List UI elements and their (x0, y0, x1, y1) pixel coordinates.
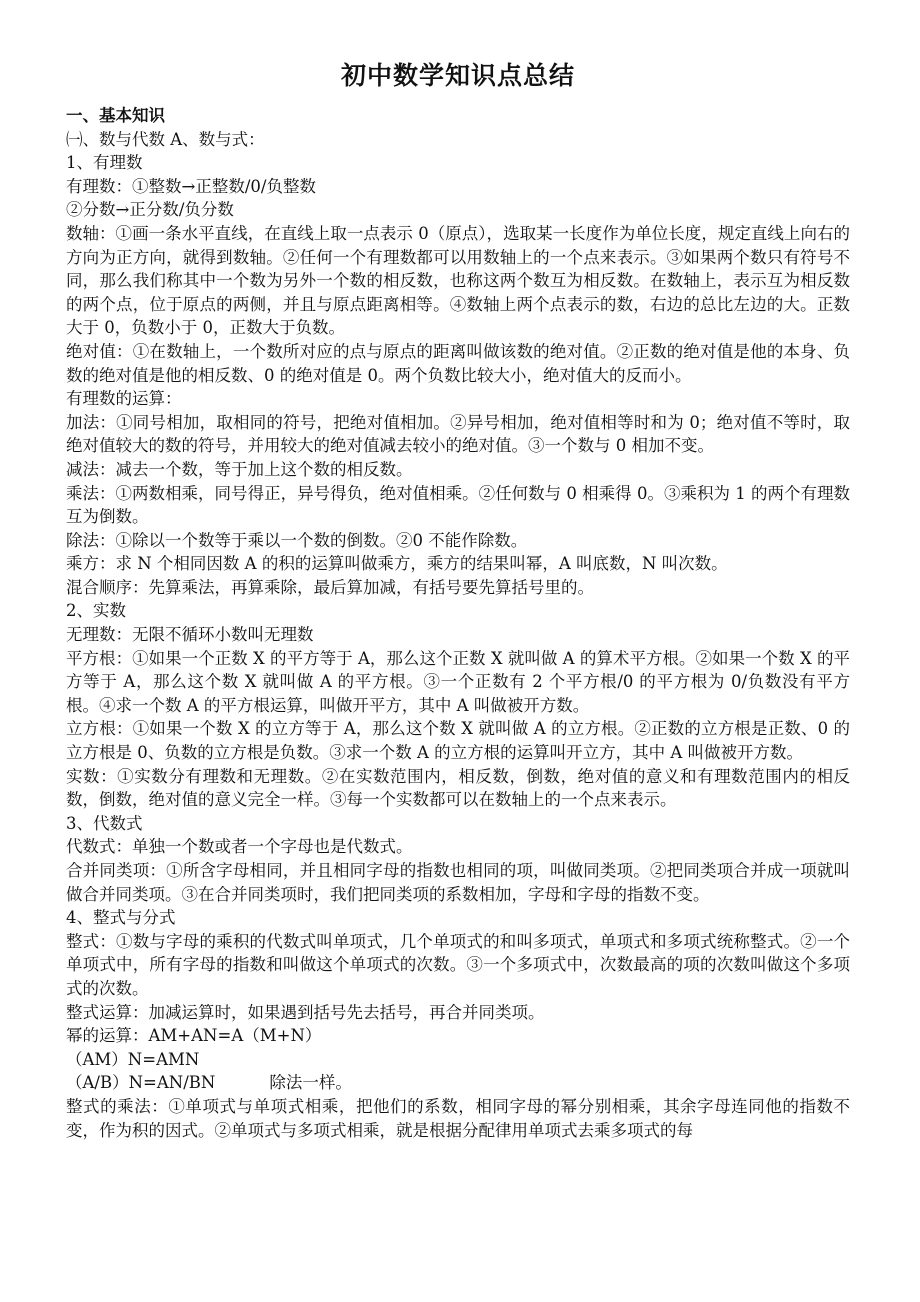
polynomial-operation-paragraph: 整式运算：加减运算时，如果遇到括号先去括号，再合并同类项。 (66, 1002, 545, 1022)
algebraic-expression-paragraph: 代数式：单独一个数或者一个字母也是代数式。 (66, 837, 413, 857)
polynomial-paragraph: 整式：①数与字母的乘积的代数式叫单项式，几个单项式的和叫多项式，单项式和多项式统称整式。②一个单项式中，所有字母的指数和叫做这个单项式的次数。③一个多项式中，次数最高的项的次数叫做这个多项式的次数。 (66, 931, 850, 998)
rational-integers-line: 有理数：①整数→正整数/0/负整数 (66, 176, 316, 196)
division-paragraph: 除法：①除以一个数等于乘以一个数的倒数。②0 不能作除数。 (66, 530, 528, 550)
power-rule-product-line: 幂的运算：AM+AN=A（M+N） (66, 1026, 322, 1046)
rational-fractions-line: ②分数→正分数/负分数 (66, 200, 234, 220)
power-rule-quotient-line (66, 1071, 850, 1095)
topic-algebraic-expressions: 3、代数式 (66, 813, 143, 833)
topic-polynomials-fractions: 4、整式与分式 (66, 908, 176, 928)
subsection-number-algebra: ㈠、数与代数 A、数与式： (66, 129, 265, 149)
like-terms-paragraph: 合并同类项：①所含字母相同，并且相同字母的指数也相同的项，叫做同类项。②把同类项合并成一项就叫做合并同类项。③在合并同类项时，我们把同类项的系数相加，字母和字母的指数不变。 (66, 861, 850, 904)
document-page (66, 56, 850, 1142)
topic-real-numbers: 2、实数 (66, 601, 126, 621)
topic-rational-numbers: 1、有理数 (66, 153, 143, 173)
real-numbers-paragraph: 实数：①实数分有理数和无理数。②在实数范围内，相反数，倒数，绝对值的意义和有理数范围内的相反数，倒数，绝对值的意义完全一样。③每一个实数都可以在数轴上的一个点来表示。 (66, 766, 850, 810)
polynomial-multiplication-paragraph: 整式的乘法：①单项式与单项式相乘，把他们的系数，相同字母的幂分别相乘，其余字母连同他的指数不变，作为积的因式。②单项式与多项式相乘，就是根据分配律用单项式去乘多项式的每 (66, 1096, 850, 1140)
rational-operations-label: 有理数的运算： (66, 389, 182, 409)
square-root-paragraph: 平方根：①如果一个正数 X 的平方等于 A，那么这个正数 X 就叫做 A 的算术平方根。②如果一个数 X 的平方等于 A，那么这个数 X 就叫做 A 的平方根。③一个正数有 2 个平方根/0 的平方根为 0/负数没有平方根。④求一个数 A 的平方根运算，叫做开平方，其中 A 叫做被开方数。 (66, 648, 850, 715)
power-paragraph: 乘方：求 N 个相同因数 A 的积的运算叫做乘方，乘方的结果叫幂，A 叫底数，N 叫次数。 (66, 554, 728, 574)
subtraction-paragraph: 减法：减去一个数，等于加上这个数的相反数。 (66, 459, 413, 479)
section-heading-basic-knowledge: 一、基本知识 (66, 106, 165, 125)
mixed-order-paragraph: 混合顺序：先算乘法，再算乘除，最后算加减，有括号要先算括号里的。 (66, 577, 594, 597)
absolute-value-paragraph: 绝对值：①在数轴上，一个数所对应的点与原点的距离叫做该数的绝对值。②正数的绝对值是他的本身、负数的绝对值是他的相反数、0 的绝对值是 0。两个负数比较大小，绝对值大的反而小。 (66, 341, 850, 385)
cube-root-paragraph: 立方根：①如果一个数 X 的立方等于 A，那么这个数 X 就叫做 A 的立方根。②正数的立方根是正数、0 的立方根是 0、负数的立方根是负数。③求一个数 A 的立方根的运算叫开立方，其中 A 叫做被开方数。 (66, 719, 850, 763)
document-title: 初中数学知识点总结 (340, 61, 575, 90)
power-rule-quotient-note: 除法一样。 (269, 1073, 352, 1093)
number-line-paragraph: 数轴：①画一条水平直线，在直线上取一点表示 0（原点），选取某一长度作为单位长度，规定直线上向右的方向为正方向，就得到数轴。②任何一个有理数都可以用数轴上的一个点来表示。③如果两个数只有符号不同，那么我们称其中一个数为另外一个数的相反数，也称这两个数互为相反数。在数轴上，表示互为相反数的两个点，位于原点的两侧，并且与原点距离相等。④数轴上两个点表示的数，右边的总比左边的大。正数大于 0，负数小于 0，正数大于负数。 (66, 223, 850, 338)
power-rule-quotient-formula: （A/B）N=AN/BN (66, 1073, 216, 1093)
irrational-paragraph: 无理数：无限不循环小数叫无理数 (66, 625, 314, 645)
power-rule-power-line: （AM）N=AMN (66, 1049, 200, 1069)
multiplication-paragraph: 乘法：①两数相乘，同号得正，异号得负，绝对值相乘。②任何数与 0 相乘得 0。③乘积为 1 的两个有理数互为倒数。 (66, 483, 850, 527)
addition-paragraph: 加法：①同号相加，取相同的符号，把绝对值相加。②异号相加，绝对值相等时和为 0；绝对值不等时，取绝对值较大的数的符号，并用较大的绝对值减去较小的绝对值。③一个数与 0 相加不变。 (66, 412, 850, 456)
